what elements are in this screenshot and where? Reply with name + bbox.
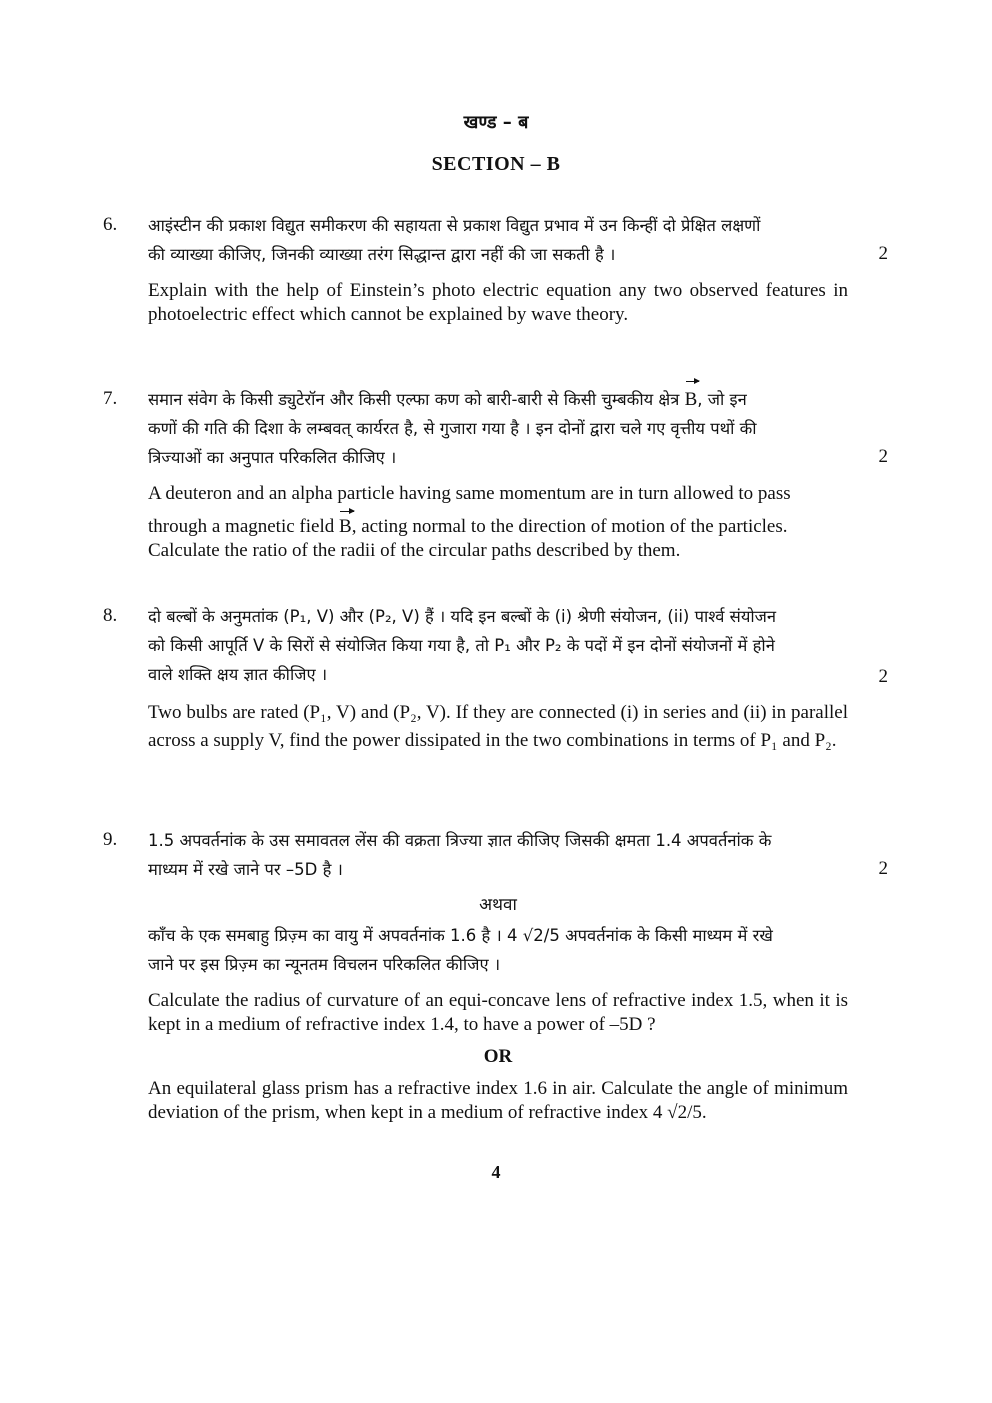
english-text-segment: through a magnetic field xyxy=(148,516,335,537)
hindi-text-segment: , जो इन xyxy=(697,390,747,409)
hindi-text-line: 1.5 अपवर्तनांक के उस समावतल लेंस की वक्रता त्रिज्या ज्ञात कीजिए जिसकी क्षमता 1.4 अपवर्तनांक के xyxy=(148,831,772,850)
marks: 2 xyxy=(878,858,888,879)
english-text: Calculate the radius of curvature of an equi-concave lens of refractive index 1.5, when it is kept in a medium of refractive index 1.4, to have a power of –5D ? xyxy=(148,990,848,1035)
hindi-text-line xyxy=(148,385,848,414)
hindi-text-line: काँच के एक समबाहु प्रिज़्म का वायु में अपवर्तनांक 1.6 है । 4 √2/5 अपवर्तनांक के किसी माध्यम में रखे xyxy=(148,926,773,945)
question-body xyxy=(148,385,848,563)
hindi-text-segment: समान संवेग के किसी ड्युटेरॉन और किसी एल्फा कण को बारी-बारी से किसी चुम्बकीय क्षेत्र xyxy=(148,390,680,409)
page-number: 4 xyxy=(491,1162,501,1182)
marks: 2 xyxy=(878,446,888,467)
marks: 2 xyxy=(878,243,888,264)
hindi-text-line: दो बल्बों के अनुमतांक (P₁, V) और (P₂, V) हैं । यदि इन बल्बों के (i) श्रेणी संयोजन, (ii) पार्श्व संयोजन xyxy=(148,607,777,626)
english-text: Two bulbs are rated (P₁, V) and (P₂, V). If they are connected (i) in series and (ii) in parallel across a supply V, find the power dissipated in the two combinations in terms of P₁ and P₂. xyxy=(148,702,848,751)
question-body xyxy=(148,211,848,327)
magnetic-field-vector: B xyxy=(339,516,352,537)
hindi-text-line: त्रिज्याओं का अनुपात परिकलित कीजिए । xyxy=(148,448,397,467)
or-divider-english: OR xyxy=(483,1046,513,1067)
section-heading-english: SECTION – B xyxy=(431,153,561,175)
question-7 xyxy=(103,385,888,565)
english-text: An equilateral glass prism has a refractive index 1.6 in air. Calculate the angle of minimum deviation of the prism, when kept in a medium of refractive index 4 √2/5. xyxy=(148,1078,848,1123)
english-text-line xyxy=(148,515,848,539)
hindi-text-line: माध्यम में रखे जाने पर –5D है । xyxy=(148,860,343,879)
question-number: 6. xyxy=(103,214,118,235)
or-divider-hindi: अथवा xyxy=(479,895,517,915)
hindi-text-line: को किसी आपूर्ति V के सिरों से संयोजित किया गया है, तो P₁ और P₂ के पदों में इन दोनों संयोजनों में होने xyxy=(148,636,775,655)
english-text: Explain with the help of Einstein’s photo electric equation any two observed features in photoelectric effect which cannot be explained by wave theory. xyxy=(148,280,848,325)
english-text-line: A deuteron and an alpha particle having same momentum are in turn allowed to pass xyxy=(148,483,791,504)
magnetic-field-vector: B xyxy=(685,385,698,414)
question-8 xyxy=(103,602,888,782)
english-text-line: Calculate the ratio of the radii of the circular paths described by them. xyxy=(148,540,681,561)
question-number: 9. xyxy=(103,829,118,850)
question-number: 8. xyxy=(103,605,118,626)
hindi-text-line: आइंस्टीन की प्रकाश विद्युत समीकरण की सहायता से प्रकाश विद्युत प्रभाव में उन किन्हीं दो प्रेक्षित लक्षणों xyxy=(148,216,761,235)
hindi-text-line: की व्याख्या कीजिए, जिनकी व्याख्या तरंग सिद्धान्त द्वारा नहीं की जा सकती है । xyxy=(148,245,616,264)
hindi-text-line: जाने पर इस प्रिज़्म का न्यूनतम विचलन परिकलित कीजिए । xyxy=(148,955,501,974)
hindi-text-line: कणों की गति की दिशा के लम्बवत् कार्यरत है, से गुजारा गया है । इन दोनों द्वारा चले गए वृत्तीय पथों की xyxy=(148,419,757,438)
question-6 xyxy=(103,211,888,341)
question-body xyxy=(148,602,848,755)
section-heading-hindi: खण्ड – ब xyxy=(463,112,529,133)
question-9 xyxy=(103,826,888,1146)
question-body xyxy=(148,826,848,1125)
english-text-segment: , acting normal to the direction of motion of the particles. xyxy=(351,516,788,537)
question-number: 7. xyxy=(103,388,118,409)
hindi-text-line: वाले शक्ति क्षय ज्ञात कीजिए । xyxy=(148,665,328,684)
marks: 2 xyxy=(878,666,888,687)
